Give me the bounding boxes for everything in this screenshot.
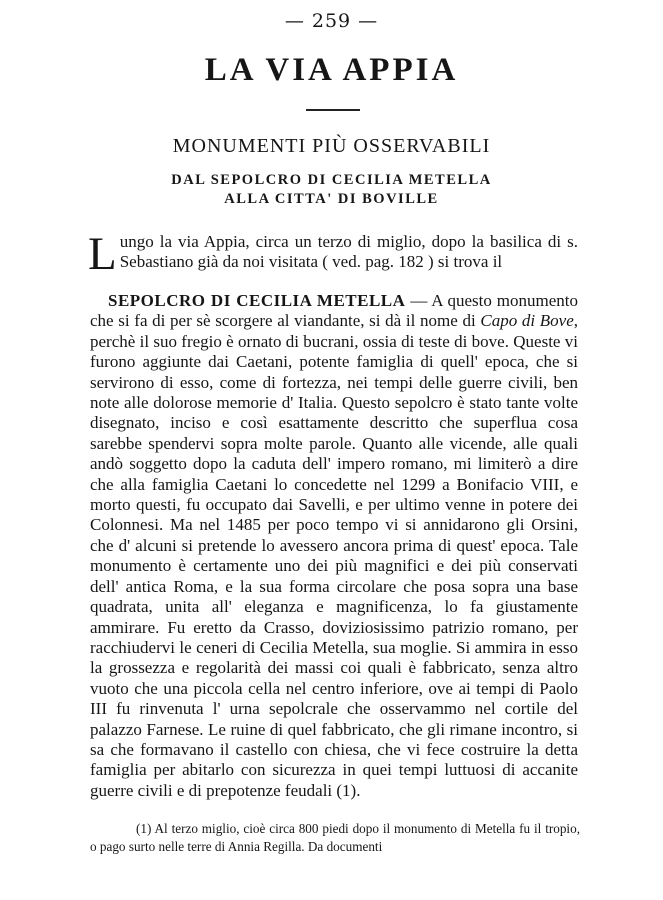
section-subheading-line-1: DAL SEPOLCRO DI CECILIA METELLA — [171, 172, 492, 188]
intro-text: ungo la via Appia, circa un terzo di miglio, dopo la basilica di s. Sebastiano già da noi visitata ( ved. pag. 182 ) si trova il — [119, 232, 578, 272]
main-paragraph — [90, 291, 578, 801]
intro-paragraph — [88, 228, 578, 280]
main-text-part-1: — A questo monumento che si fa di per sè scorgere al viandante, si dà il nome di — [90, 291, 579, 331]
footnote: (1) Al terzo miglio, cioè circa 800 piedi dopo il monumento di Metella fu il tropio, o pago surto nelle terre di Annia Regilla. Da documenti — [90, 821, 580, 854]
section-subtitle: MONUMENTI PIÙ OSSERVABILI — [172, 135, 491, 157]
chapter-title: LA VIA APPIA — [204, 52, 459, 88]
page-number: — 259 — — [284, 10, 379, 32]
monument-heading: SEPOLCRO DI CECILIA METELLA — [108, 291, 406, 310]
drop-cap: L — [88, 228, 117, 280]
title-divider — [306, 109, 360, 111]
section-subheading-line-2: ALLA CITTA' DI BOVILLE — [224, 191, 439, 207]
capo-di-bove-term: Capo di Bove — [480, 311, 574, 331]
main-text-part-2: , perchè il suo fregio è ornato di bucrani, ossia di teste di bove. Queste vi furono aggiunte dai Caetani, potente famiglia di quell' epoca, che si servirono di esso, come di fortezza, nei tempi delle guerre civili, ben note alle dolorose memorie d' Italia. Questo sepolcro è stato tante volte disegnato, inciso e così esattamente descritto che superflua cosa sarebbe spendervi sopra molte parole. Quanto alle vicende, alle quali andò soggetto dopo la caduta dell' impero romano, mi limiterò a dire che alla famiglia Caetani lo concedette nel 1299 a Bonifacio VIII, e morto questi, fu occupato dai Savelli, e per ultimo venne in potere dei Colonnesi. Ma nel 1485 per poco tempo vi si annidarono gli Orsini, che d' alcuni si pretende lo avessero ancora prima di quest' epoca. Tale monumento è certamente uno dei più magnifici e dei più conservati dell' antica Roma, e la sua forma circolare che posa sopra una base quadrata, unita all' eleganza e magnificenza, lo fa giustamente ammirare. Fu eretto da Crasso, doviziosissimo patrizio romano, per racchiudervi le ceneri di Cecilia Metella, sua moglie. Si ammira in esso la grossezza e regolarità dei massi coi quali è fabbricato, senza altro vuoto che una piccola cella nel centro inferiore, ove ai tempi di Paolo III fu rinvenuta l' urna sepolcrale che osservammo nel cortile del palazzo Farnese. Le ruine di quel fabbricato, che gli rimane incontro, si sa che formavano il castello con chiesa, che vi fece costruire la detta famiglia per abitarlo con sicurezza in quei tempi luttuosi di accanite guerre civili e di prepotenze feudali (1). — [90, 311, 578, 800]
